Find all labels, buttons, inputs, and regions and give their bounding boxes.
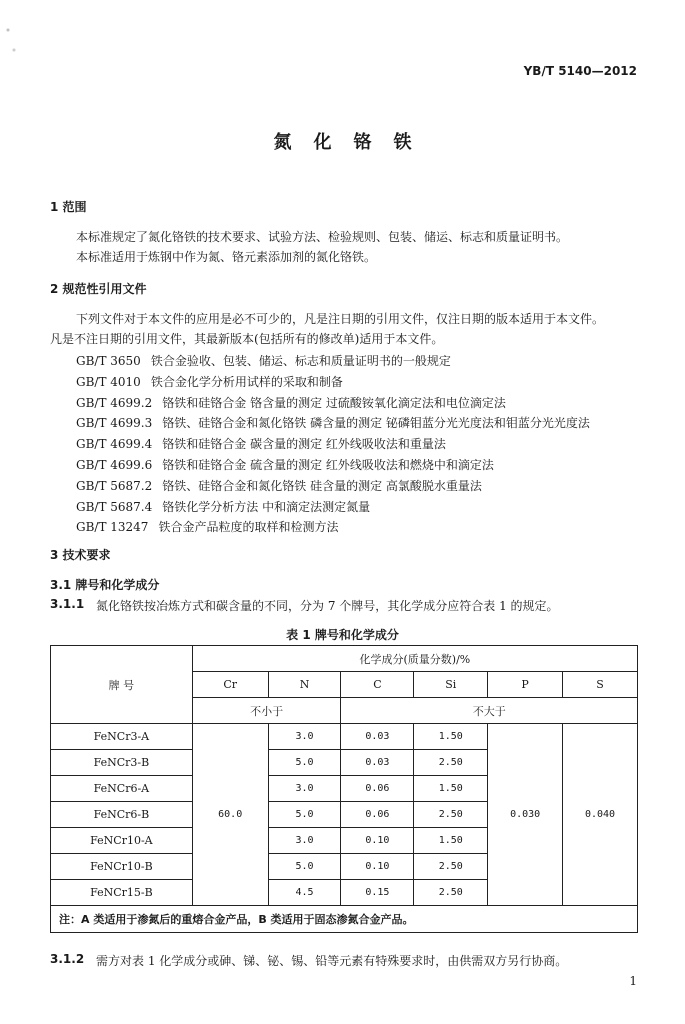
si-cell: 1.50 (414, 776, 488, 802)
c-cell: 0.06 (341, 776, 414, 802)
reference-item (76, 394, 506, 411)
section-2-para-line-2: 凡是不注日期的引用文件，其最新版本(包括所有的修改单)适用于本文件。 (50, 332, 444, 346)
c-cell: 0.10 (341, 854, 414, 880)
reference-item (76, 435, 446, 452)
si-cell: 2.50 (414, 802, 488, 828)
grade-cell: FeNCr15-B (51, 880, 193, 906)
section-3-1-1-number: 3.1.1 (50, 597, 85, 611)
grade-cell: FeNCr3-B (51, 750, 193, 776)
composition-header: 化学成分(质量分数)/% (192, 646, 637, 672)
n-cell: 5.0 (268, 802, 341, 828)
si-cell: 2.50 (414, 880, 488, 906)
grade-cell: FeNCr6-B (51, 802, 193, 828)
element-cr: Cr (192, 672, 268, 698)
section-1-para-2: 本标准适用于炼钢中作为氮、铬元素添加剂的氮化铬铁。 (76, 250, 377, 264)
element-p: P (488, 672, 563, 698)
section-3-1-heading: 3.1 牌号和化学成分 (50, 578, 160, 592)
si-cell: 1.50 (414, 828, 488, 854)
c-cell: 0.03 (341, 724, 414, 750)
reference-code: GB/T 4010 (76, 374, 141, 389)
reference-title: 铁合金化学分析用试样的采取和制备 (150, 374, 343, 389)
section-3-1-2-text: 需方对表 1 化学成分或砷、锑、铋、锡、铅等元素有特殊要求时，由供需双方另行协商。 (96, 954, 568, 968)
section-2-heading: 2 规范性引用文件 (50, 282, 147, 296)
table-row (51, 724, 638, 750)
reference-code: GB/T 5687.4 (76, 499, 153, 514)
table-note: 注：A 类适用于渗氮后的重熔合金产品，B 类适用于固态渗氮合金产品。 (51, 906, 638, 933)
n-cell: 4.5 (268, 880, 341, 906)
cr-value: 60.0 (192, 724, 268, 906)
section-1-heading: 1 范围 (50, 200, 87, 214)
not-less-than: 不小于 (192, 698, 341, 724)
reference-code: GB/T 13247 (76, 520, 149, 535)
reference-code: GB/T 3650 (76, 354, 141, 368)
page-title: 氮化铬铁 (273, 132, 434, 153)
p-value: 0.030 (488, 724, 563, 906)
element-c: C (341, 672, 414, 698)
grade-cell: FeNCr10-B (51, 854, 193, 880)
table-1-caption: 表 1 牌号和化学成分 (286, 628, 399, 642)
section-3-1-1-text: 氮化铬铁按冶炼方式和碳含量的不同，分为 7 个牌号，其化学成分应符合表 1 的规定。 (96, 599, 559, 613)
element-n: N (268, 672, 341, 698)
section-3-heading: 3 技术要求 (50, 548, 111, 562)
reference-item (76, 477, 482, 494)
grade-header: 牌 号 (51, 646, 193, 724)
table-1 (50, 645, 638, 933)
grade-cell: FeNCr3-A (51, 724, 193, 750)
section-3-1-2-number: 3.1.2 (50, 952, 85, 966)
reference-title: 铬铁和硅铬合金 硫含量的测定 红外线吸收法和燃烧中和滴定法 (162, 458, 494, 472)
si-cell: 2.50 (414, 854, 488, 880)
c-cell: 0.06 (341, 802, 414, 828)
element-si: Si (414, 672, 488, 698)
page-number: 1 (629, 974, 637, 988)
n-cell: 5.0 (268, 750, 341, 776)
scan-speckle (0, 0, 22, 80)
reference-item (76, 518, 338, 535)
n-cell: 3.0 (268, 724, 341, 750)
reference-item (76, 373, 343, 390)
reference-item (76, 352, 451, 369)
reference-item (76, 414, 590, 431)
reference-title: 铬铁和硅铬合金 碳含量的测定 红外线吸收法和重量法 (162, 437, 446, 452)
grade-cell: FeNCr6-A (51, 776, 193, 802)
not-more-than: 不大于 (341, 698, 638, 724)
reference-code: GB/T 4699.3 (76, 416, 153, 431)
si-cell: 1.50 (414, 724, 488, 750)
n-cell: 3.0 (268, 776, 341, 802)
reference-code: GB/T 4699.6 (76, 458, 153, 472)
n-cell: 3.0 (268, 828, 341, 854)
reference-title: 铁合金产品粒度的取样和检测方法 (158, 520, 339, 535)
si-cell: 2.50 (414, 750, 488, 776)
reference-title: 铬铁、硅铬合金和氮化铬铁 硅含量的测定 高氯酸脱水重量法 (162, 478, 482, 493)
section-1-para-1: 本标准规定了氮化铬铁的技术要求、试验方法、检验规则、包装、储运、标志和质量证明书。 (76, 230, 569, 244)
standard-number: YB/T 5140—2012 (523, 64, 637, 78)
s-value: 0.040 (563, 724, 638, 906)
c-cell: 0.10 (341, 828, 414, 854)
c-cell: 0.15 (341, 880, 414, 906)
section-2-para-line-1: 下列文件对于本文件的应用是必不可少的，凡是注日期的引用文件，仅注日期的版本适用于本文件。 (76, 312, 605, 326)
reference-title: 铬铁、硅铬合金和氮化铬铁 磷含量的测定 铋磷钼蓝分光光度法和钼蓝分光光度法 (162, 416, 590, 431)
reference-code: GB/T 4699.2 (76, 395, 153, 410)
reference-item (76, 498, 370, 515)
c-cell: 0.03 (341, 750, 414, 776)
reference-title: 铬铁化学分析方法 中和滴定法测定氮量 (162, 499, 371, 514)
reference-title: 铬铁和硅铬合金 铬含量的测定 过硫酸铵氧化滴定法和电位滴定法 (162, 395, 506, 410)
reference-code: GB/T 5687.2 (76, 478, 153, 493)
reference-title: 铁合金验收、包装、储运、标志和质量证明书的一般规定 (150, 354, 451, 368)
n-cell: 5.0 (268, 854, 341, 880)
reference-item (76, 456, 494, 473)
element-s: S (563, 672, 638, 698)
grade-cell: FeNCr10-A (51, 828, 193, 854)
reference-code: GB/T 4699.4 (76, 437, 153, 452)
